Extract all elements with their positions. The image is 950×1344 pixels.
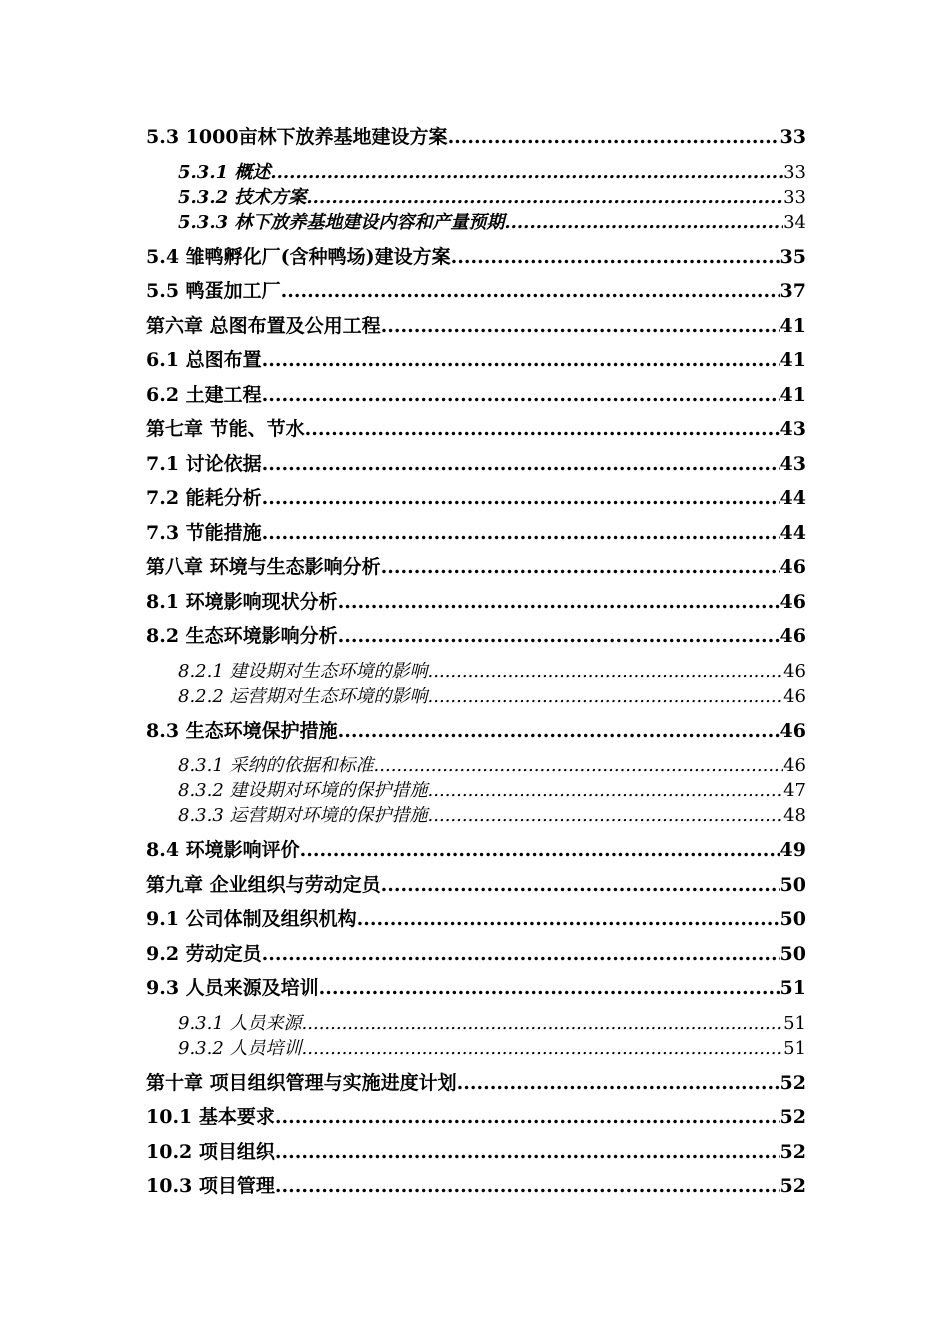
toc-entry-title: 6.1 总图布置 [146, 349, 262, 371]
toc-entry-8-2-1[interactable] [146, 659, 806, 684]
dot-leader [504, 210, 783, 235]
toc-entry-8-3-2[interactable] [146, 778, 806, 803]
dot-leader [262, 378, 780, 413]
toc-entry-7-3[interactable] [146, 516, 806, 551]
dot-leader [338, 585, 780, 620]
toc-entry-title: 8.4 环境影响评价 [146, 839, 300, 861]
toc-entry-5-3[interactable] [146, 120, 806, 155]
dot-leader [319, 971, 780, 1006]
toc-entry-8-3-3[interactable] [146, 803, 806, 828]
dot-leader [262, 343, 780, 378]
table-of-contents [146, 120, 806, 1204]
toc-entry-8-3[interactable] [146, 714, 806, 749]
toc-entry-title: 第七章 节能、节水 [146, 418, 305, 440]
toc-entry-title: 7.3 节能措施 [146, 521, 262, 544]
dot-leader [381, 868, 780, 903]
toc-entry-page: 33 [783, 161, 806, 183]
toc-entry-page: 41 [779, 383, 806, 406]
dot-leader [451, 240, 780, 275]
toc-entry-page: 47 [783, 780, 806, 801]
dot-leader [381, 550, 780, 585]
toc-entry-8-4[interactable] [146, 833, 806, 868]
toc-entry-8-3-1[interactable] [146, 753, 806, 778]
dot-leader [300, 833, 780, 868]
toc-entry-9-3-2[interactable] [146, 1036, 806, 1061]
toc-entry-10-3[interactable] [146, 1169, 806, 1204]
toc-entry-9-3[interactable] [146, 971, 806, 1006]
toc-entry-page: 33 [783, 186, 806, 208]
toc-entry-page: 46 [783, 685, 806, 707]
toc-entry-8-2[interactable] [146, 619, 806, 654]
toc-entry-page: 46 [779, 719, 806, 742]
dot-leader [305, 412, 780, 447]
toc-entry-page: 49 [779, 839, 806, 861]
toc-entry-9-2[interactable] [146, 937, 806, 972]
toc-entry-title: 9.3.2 人员培训 [178, 1037, 302, 1059]
toc-entry-title: 8.2.2 运营期对生态环境的影响 [178, 685, 428, 707]
toc-entry-title: 8.2.1 建设期对生态环境的影响 [178, 660, 428, 682]
toc-entry-5-5[interactable] [146, 274, 806, 309]
toc-entry-title: 8.3.1 采纳的依据和标准 [178, 755, 374, 776]
toc-entry-page: 44 [779, 521, 806, 544]
toc-entry-page: 52 [779, 1106, 806, 1128]
dot-leader [270, 160, 783, 185]
toc-entry-8-2-2[interactable] [146, 684, 806, 709]
toc-entry-page: 46 [779, 625, 806, 647]
toc-entry-title: 10.2 项目组织 [146, 1140, 275, 1163]
toc-entry-page: 35 [779, 245, 806, 268]
toc-entry-title: 10.1 基本要求 [146, 1106, 275, 1128]
dot-leader [428, 778, 784, 803]
toc-entry-title: 5.3.1 概述 [178, 161, 271, 183]
toc-entry-page: 48 [783, 805, 806, 826]
toc-entry-10-2[interactable] [146, 1135, 806, 1170]
toc-entry-chapter-10[interactable] [146, 1066, 806, 1101]
dot-leader [357, 902, 780, 937]
toc-entry-title: 6.2 土建工程 [146, 383, 262, 406]
dot-leader [262, 516, 780, 551]
dot-leader [428, 684, 784, 709]
toc-entry-title: 5.3.3 林下放养基地建设内容和产量预期 [178, 211, 505, 233]
toc-entry-page: 46 [779, 590, 806, 613]
toc-entry-9-3-1[interactable] [146, 1011, 806, 1036]
toc-entry-chapter-6[interactable] [146, 309, 806, 344]
toc-entry-title: 8.1 环境影响现状分析 [146, 590, 338, 613]
dot-leader [374, 753, 784, 778]
dot-leader [302, 1036, 784, 1061]
dot-leader [381, 309, 780, 344]
toc-entry-page: 52 [779, 1175, 806, 1197]
toc-entry-page: 41 [779, 349, 806, 371]
toc-entry-title: 第六章 总图布置及公用工程 [146, 314, 381, 337]
dot-leader [457, 1066, 780, 1101]
toc-entry-title: 第八章 环境与生态影响分析 [146, 556, 381, 578]
toc-entry-title: 5.5 鸭蛋加工厂 [146, 280, 281, 302]
dot-leader [448, 120, 780, 155]
toc-entry-chapter-8[interactable] [146, 550, 806, 585]
toc-entry-title: 8.3.3 运营期对环境的保护措施 [178, 805, 428, 826]
toc-entry-10-1[interactable] [146, 1100, 806, 1135]
toc-entry-page: 46 [783, 660, 806, 682]
toc-entry-6-2[interactable] [146, 378, 806, 413]
dot-leader [275, 1135, 780, 1170]
toc-entry-title: 5.4 雏鸭孵化厂(含种鸭场)建设方案 [146, 245, 451, 268]
dot-leader [281, 274, 780, 309]
toc-entry-chapter-7[interactable] [146, 412, 806, 447]
toc-entry-title: 7.2 能耗分析 [146, 487, 262, 509]
toc-entry-page: 50 [779, 942, 806, 965]
toc-entry-page: 50 [779, 873, 806, 896]
dot-leader [302, 1011, 784, 1036]
dot-leader [306, 185, 783, 210]
toc-entry-page: 43 [779, 418, 806, 440]
toc-entry-page: 41 [779, 314, 806, 337]
dot-leader [275, 1100, 780, 1135]
toc-entry-title: 9.3.1 人员来源 [178, 1012, 302, 1034]
toc-entry-title: 第九章 企业组织与劳动定员 [146, 873, 381, 896]
toc-entry-title: 5.3 1000亩林下放养基地建设方案 [146, 126, 448, 148]
toc-entry-5-3-3[interactable] [146, 210, 806, 235]
toc-entry-title: 9.3 人员来源及培训 [146, 977, 319, 999]
dot-leader [428, 659, 784, 684]
toc-entry-page: 51 [783, 1037, 806, 1059]
toc-entry-title: 8.2 生态环境影响分析 [146, 625, 338, 647]
dot-leader [275, 1169, 780, 1204]
toc-entry-page: 46 [783, 755, 806, 776]
toc-entry-6-1[interactable] [146, 343, 806, 378]
toc-entry-page: 50 [779, 908, 806, 930]
toc-entry-page: 44 [779, 487, 806, 509]
toc-entry-title: 7.1 讨论依据 [146, 452, 262, 475]
toc-entry-page: 52 [779, 1071, 806, 1094]
dot-leader [262, 447, 780, 482]
toc-entry-chapter-9[interactable] [146, 868, 806, 903]
toc-entry-5-3-1[interactable] [146, 160, 806, 185]
toc-entry-page: 46 [779, 556, 806, 578]
toc-entry-7-1[interactable] [146, 447, 806, 482]
toc-entry-title: 9.1 公司体制及组织机构 [146, 908, 357, 930]
toc-entry-page: 34 [783, 211, 806, 233]
dot-leader [262, 937, 780, 972]
toc-entry-9-1[interactable] [146, 902, 806, 937]
toc-entry-page: 33 [779, 126, 806, 148]
dot-leader [262, 481, 780, 516]
dot-leader [338, 714, 780, 749]
toc-entry-8-1[interactable] [146, 585, 806, 620]
toc-entry-title: 10.3 项目管理 [146, 1175, 275, 1197]
toc-entry-title: 第十章 项目组织管理与实施进度计划 [146, 1071, 457, 1094]
toc-entry-title: 5.3.2 技术方案 [178, 186, 307, 208]
toc-entry-title: 8.3 生态环境保护措施 [146, 719, 338, 742]
toc-entry-title: 9.2 劳动定员 [146, 942, 262, 965]
toc-entry-page: 51 [779, 977, 806, 999]
toc-entry-title: 8.3.2 建设期对环境的保护措施 [178, 780, 428, 801]
dot-leader [338, 619, 780, 654]
toc-entry-7-2[interactable] [146, 481, 806, 516]
toc-entry-page: 52 [779, 1140, 806, 1163]
toc-entry-page: 37 [779, 280, 806, 302]
dot-leader [428, 803, 784, 828]
toc-entry-5-4[interactable] [146, 240, 806, 275]
toc-entry-5-3-2[interactable] [146, 185, 806, 210]
toc-entry-page: 43 [779, 452, 806, 475]
toc-entry-page: 51 [783, 1012, 806, 1034]
